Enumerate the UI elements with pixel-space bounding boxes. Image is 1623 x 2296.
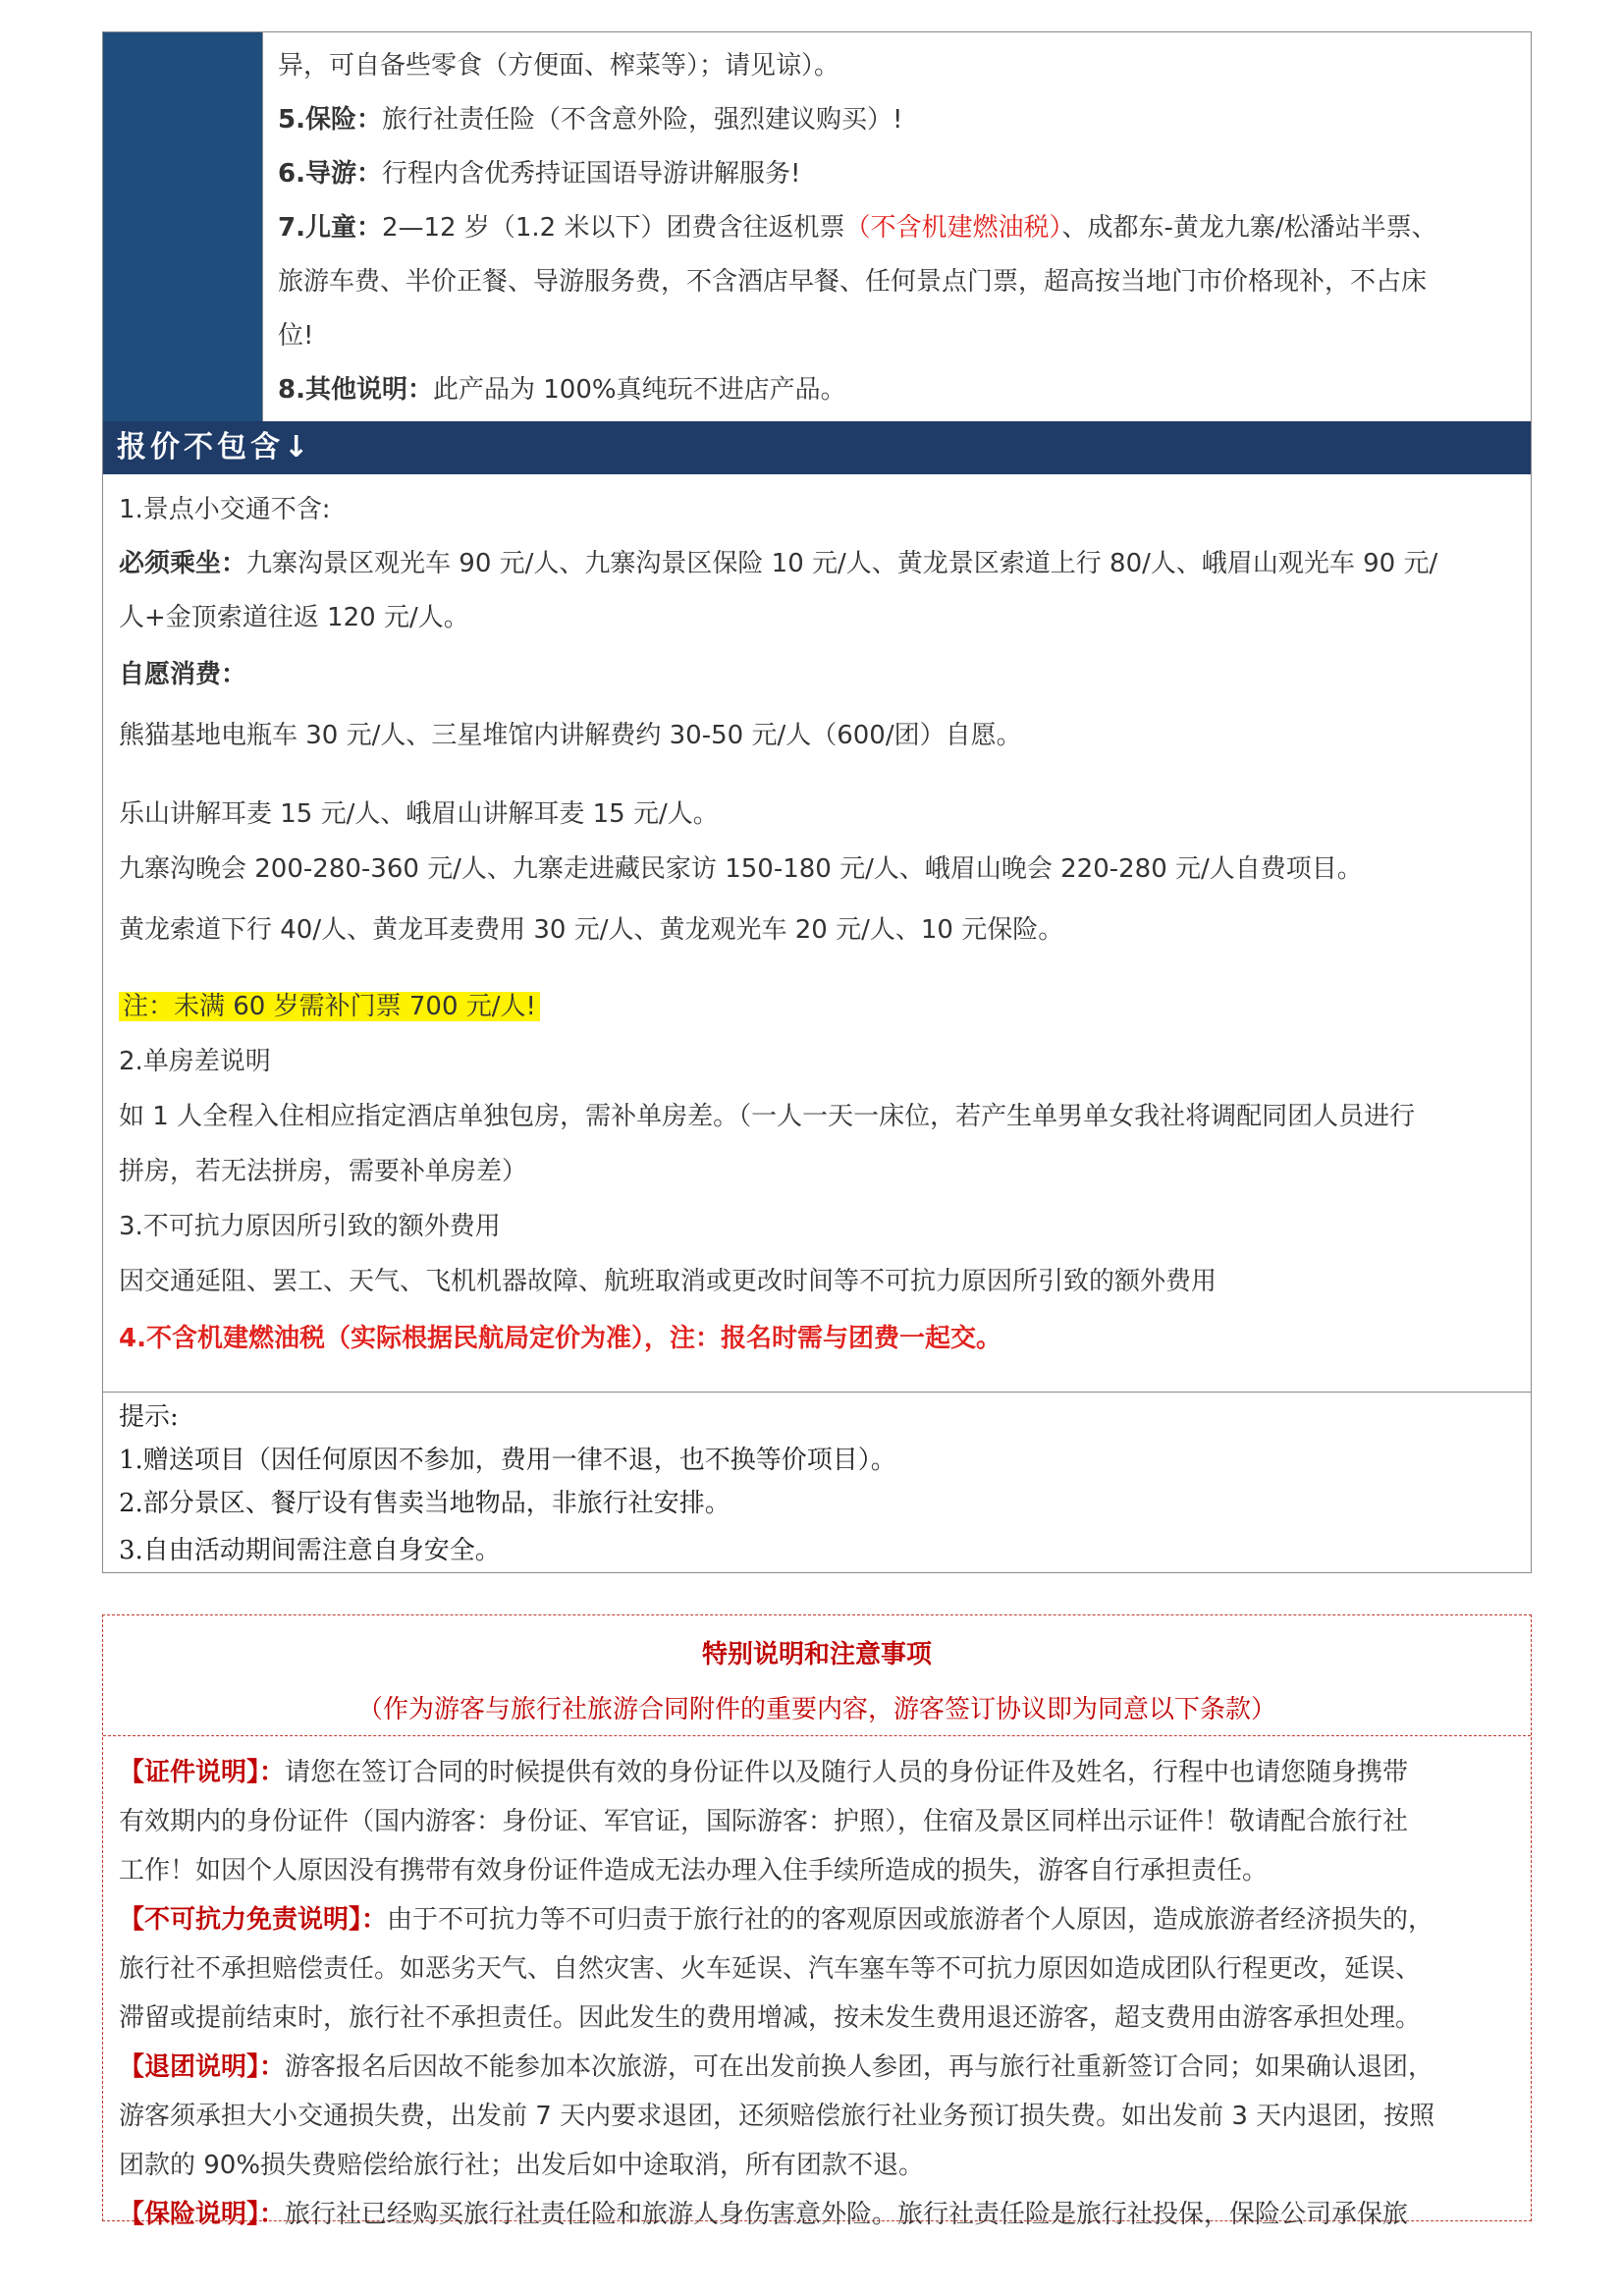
excluded-item: 因交通延阻、罢工、天气、飞机机器故障、航班取消或更改时间等不可抗力原因所引致的额外费用 bbox=[119, 1267, 1217, 1296]
excluded-item: 2.单房差说明 bbox=[119, 1047, 271, 1076]
excluded-header-bar bbox=[103, 421, 1531, 474]
excluded-header: 报价不包含↓ bbox=[117, 430, 313, 465]
notice-title: 特别说明和注意事项 bbox=[701, 1640, 932, 1669]
highlight-note: 注：未满 60 岁需补门票 700 元/人! bbox=[119, 989, 540, 1024]
refund-line: 游客须承担大小交通损失费，出发前 7 天内要求退团，还须赔偿旅行社业务预订损失费。如出发前 3 天内退团，按照 bbox=[119, 2102, 1435, 2131]
refund-notice: 【退团说明】：游客报名后因故不能参加本次旅游，可在出发前换人参团，再与旅行社重新签订合同；如果确认退团， bbox=[119, 2052, 1434, 2082]
excluded-item: 人+金顶索道往返 120 元/人。 bbox=[119, 603, 469, 632]
children-line: 7.儿童：2—12 岁（1.2 米以下）团费含往返机票（不含机建燃油税）、成都东-黄龙九寨/松潘站半票、 bbox=[278, 213, 1437, 243]
excluded-item: 必须乘坐：九寨沟景区观光车 90 元/人、九寨沟景区保险 10 元/人、黄龙景区索道上行 80/人、峨眉山观光车 90 元/ bbox=[119, 549, 1438, 578]
other-notes-line: 8.其他说明：此产品为 100%真纯玩不进店产品。 bbox=[278, 375, 846, 405]
id-notice-line: 有效期内的身份证件（国内游客：身份证、军官证，国际游客：护照），住宿及景区同样出示证件！敬请配合旅行社 bbox=[119, 1807, 1409, 1836]
excluded-item: 如 1 人全程入住相应指定酒店单独包房，需补单房差。（一人一天一床位，若产生单男单女我社将调配同团人员进行 bbox=[119, 1102, 1416, 1131]
force-majeure-line: 滞留或提前结束时，旅行社不承担责任。因此发生的费用增减，按未发生费用退还游客，超支费用由游客承担处理。 bbox=[119, 2003, 1422, 2033]
children-line-3: 位! bbox=[278, 321, 314, 351]
excluded-item: 自愿消费： bbox=[119, 660, 247, 689]
insurance-line: 5.保险：旅行社责任险（不含意外险，强烈建议购买）! bbox=[278, 105, 903, 135]
tip-item: 3.自由活动期间需注意自身安全。 bbox=[119, 1536, 501, 1565]
excluded-item: 拼房，若无法拼房，需要补单房差） bbox=[119, 1157, 528, 1186]
section-side-band bbox=[103, 32, 262, 421]
excluded-item: 黄龙索道下行 40/人、黄龙耳麦费用 30 元/人、黄龙观光车 20 元/人、10 元保险。 bbox=[119, 915, 1064, 945]
excluded-item: 乐山讲解耳麦 15 元/人、峨眉山讲解耳麦 15 元/人。 bbox=[119, 799, 719, 829]
excluded-item: 3.不可抗力原因所引致的额外费用 bbox=[119, 1212, 501, 1241]
force-majeure-line: 旅行社不承担赔偿责任。如恶劣天气、自然灾害、火车延误、汽车塞车等不可抗力原因如造成团队行程更改，延误、 bbox=[119, 1954, 1422, 1984]
insurance-notice: 【保险说明】：旅行社已经购买旅行社责任险和旅游人身伤害意外险。旅行社责任险是旅行社投保，保险公司承保旅 bbox=[119, 2200, 1409, 2229]
excluded-item: 熊猫基地电瓶车 30 元/人、三星堆馆内讲解费约 30-50 元/人（600/团）自愿。 bbox=[119, 721, 1022, 750]
refund-line: 团款的 90%损失费赔偿给旅行社；出发后如中途取消，所有团款不退。 bbox=[119, 2151, 925, 2180]
id-notice: 【证件说明】：请您在签订合同的时候提供有效的身份证件以及随行人员的身份证件及姓名，行程中也请您随身携带 bbox=[119, 1758, 1409, 1787]
tips-title: 提示: bbox=[119, 1402, 179, 1432]
guide-line: 6.导游：行程内含优秀持证国语导游讲解服务! bbox=[278, 159, 801, 189]
note-line: 异，可自备些零食（方便面、榨菜等）；请见谅）。 bbox=[278, 51, 840, 81]
children-line-2: 旅游车费、半价正餐、导游服务费，不含酒店早餐、任何景点门票，超高按当地门市价格现补，不占床 bbox=[278, 267, 1428, 297]
tip-item: 1.赠送项目（因任何原因不参加，费用一律不退，也不换等价项目）。 bbox=[119, 1446, 896, 1475]
excluded-item: 九寨沟晚会 200-280-360 元/人、九寨走进藏民家访 150-180 元/人、峨眉山晚会 220-280 元/人自费项目。 bbox=[119, 854, 1363, 884]
notice-subtitle: （作为游客与旅行社旅游合同附件的重要内容，游客签订协议即为同意以下条款） bbox=[356, 1695, 1276, 1724]
excluded-item: 1.景点小交通不含: bbox=[119, 495, 331, 524]
id-notice-line: 工作！如因个人原因没有携带有效身份证件造成无法办理入住手续所造成的损失，游客自行承担责任。 bbox=[119, 1856, 1269, 1886]
tip-item: 2.部分景区、餐厅设有售卖当地物品，非旅行社安排。 bbox=[119, 1489, 730, 1518]
special-notice-box bbox=[102, 1614, 1532, 2229]
fuel-tax-note: 4.不含机建燃油税（实际根据民航局定价为准），注：报名时需与团费一起交。 bbox=[119, 1324, 1001, 1353]
force-majeure-notice: 【不可抗力免责说明】：由于不可抗力等不可归责于旅行社的的客观原因或旅游者个人原因，造成旅游者经济损失的， bbox=[119, 1905, 1434, 1935]
price-info-box bbox=[102, 31, 1532, 1573]
